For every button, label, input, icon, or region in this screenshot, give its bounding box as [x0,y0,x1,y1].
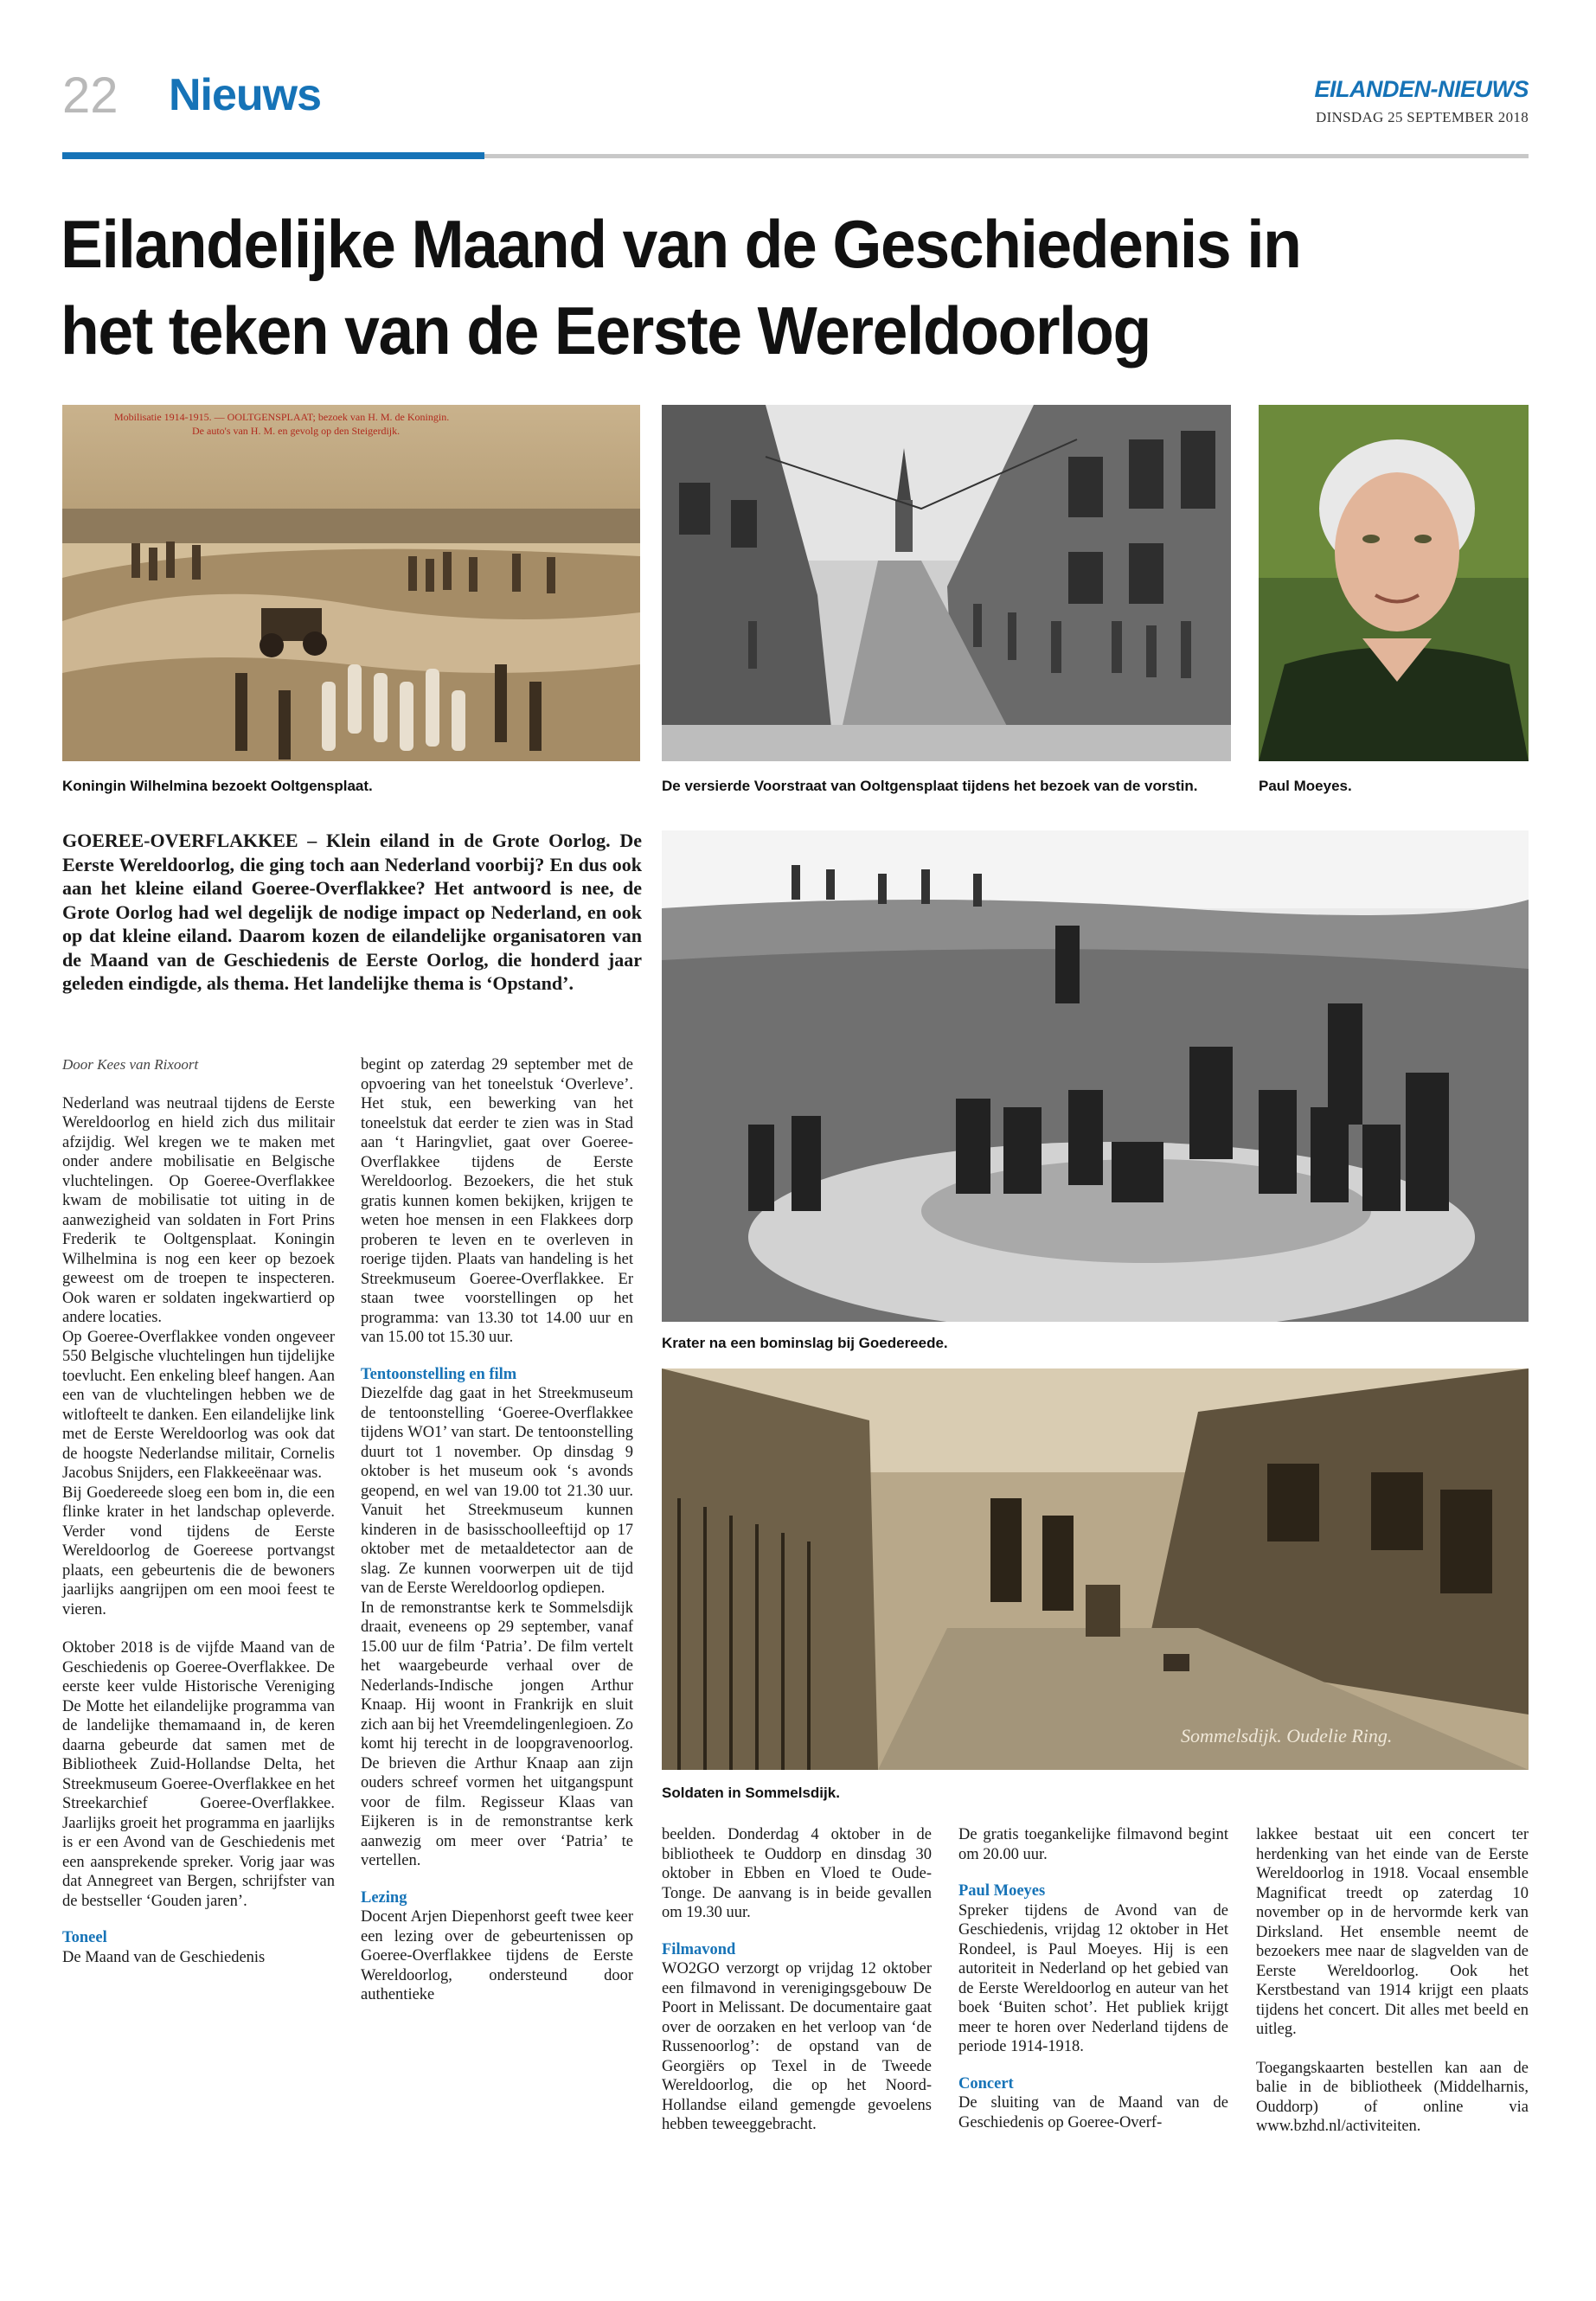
article-column-3 [662,1825,932,2135]
caption-portrait: Paul Moeyes. [1259,778,1352,794]
paragraph: Diezelfde dag gaat in het Streekmuseum de tentoonstelling ‘Goeree-Overflakkee tijdens WO1’ van start. De tentoonstelling duurt tot 1 november. Op dinsdag 9 oktober is het museum ook ‘s avonds geopend, en wel van 19.00 tot 21.30 uur. Vanuit het Streekmuseum kunnen kinderen in de basisschoolleeftijd op 17 oktober met de metaaldetector aan de slag. Ze kunnen voorwerpen uit de tijd van de Eerste Wereldoorlog opdiepen. [361,1385,633,1597]
article-column-1 [62,1055,335,1967]
header-rule-accent [62,152,484,159]
paragraph: WO2GO verzorgt op vrijdag 12 oktober een filmavond in verenigingsgebouw De Poort in Melissant. De documentaire gaat over de oorzaken en het verloop van ‘de Russenoorlog’: de opstand van de Georgiërs op Texel in de Tweede Wereldoorlog, die op het Noord-Hollandse eiland gemengde gevoelens hebben teweeggebracht. [662,1960,932,2133]
caption-queen-visit: Koningin Wilhelmina bezoekt Ooltgensplaat. [62,778,373,794]
caption-soldiers: Soldaten in Sommelsdijk. [662,1785,840,1801]
header-rule [484,154,1529,158]
paragraph: De sluiting van de Maand van de Geschiedenis op Goeree-Overf- [958,2094,1228,2131]
subheading-concert: Concert [958,2074,1014,2093]
paragraph: Op Goeree-Overflakkee vonden ongeveer 550 Belgische vluchtelingen hun tijdelijke toevlucht. Een enkeling bleef hangen. Aan een van de vluchtelingen hebben we de witlofteelt te danken. Een eilandelijke link met de Eerste Wereldoorlog was ook dat de hoogste Nederlandse militair, Cornelis Jacobus Snijders, een Flakkeeënaar was. [62,1328,335,1482]
subheading-lezing: Lezing [361,1888,407,1907]
headline-line-2: het teken van de Eerste Wereldoorlog [61,292,1151,369]
photo-queen-visit [62,405,640,761]
subheading-tentoonstelling: Tentoonstelling en film [361,1365,517,1383]
paragraph: lakkee bestaat uit een concert ter herdenking van het einde van de Eerste Wereldoorlog in 1918. Vocaal ensemble Magnificat treedt op zaterdag 10 november op in de hervormde kerk van Dirksland. Het ensemble neemt de bezoekers mee naar de slagvelden van de Eerste Wereldoorlog. Ook het Kerstbestand van 1914 krijgt een plaats tijdens het concert. Dit alles met beeld en uitleg. [1256,1826,1529,2038]
subheading-filmavond: Filmavond [662,1940,736,1958]
paragraph: Spreker tijdens de Avond van de Geschiedenis, vrijdag 12 oktober in Het Rondeel, is Paul Moeyes. Hij is een autoriteit in Nederland op het gebied van de Eerste Wereldoorlog en auteur van het boek ‘Buiten schot’. Het publiek krijgt meer te horen over Nederland tijdens de periode 1914-1918. [958,1901,1228,2055]
section-title: Nieuws [169,70,322,120]
article-column-5 [1256,1825,1529,2137]
article-column-2 [361,1055,633,2005]
subheading-paul-moeyes: Paul Moeyes [958,1882,1046,1900]
paragraph: Oktober 2018 is de vijfde Maand van de Geschiedenis op Goeree-Overflakkee. De eerste keer vulde Historische Vereniging De Motte het eilandelijke programma van de landelijke themamaand in, de keren daarna gebeurde dat samen met de Bibliotheek Zuid-Hollandse Delta, het Streekmuseum Goeree-Overflakkee en het Streekarchief Goeree-Overflakkee. Jaarlijks groeit het programma en jaarlijks is er een Avond van de Geschiedenis met een aansprekende spreker. Vorig jaar was dat Annegreet van Bergen, schrijfster van de bestseller ‘Gouden jaren’. [62,1639,335,1910]
byline: Door Kees van Rixoort [62,1056,199,1073]
photo-decorated-street [662,405,1231,761]
paragraph: In de remonstrantse kerk te Sommelsdijk draait, eveneens op 29 september, vanaf 15.00 uur de film ‘Patria’. De film vertelt het waargebeurde verhaal over de Nederlands-Indische jongen Arthur Knaap. Hij woont in Frankrijk en sluit zich aan bij het Vreemdelingenlegioen. Zo komt hij terecht in de loopgravenoorlog. De brieven die Arthur Knaap aan zijn ouders schreef vormen het uitgangspunt voor de film. Regisseur Klaas van Eijkeren is in de remonstrantse kerk aanwezig om meer over ‘Patria’ te vertellen. [361,1599,633,1869]
headline [61,201,1443,374]
paragraph: De gratis toegankelijke filmavond begint om 20.00 uur. [958,1826,1228,1863]
paragraph: Bij Goedereede sloeg een bom in, die een flinke krater in het landschap opleverde. Verder vond tijdens de Eerste Wereldoorlog de Goereese portvangst plaats, een gebeurtenis die de bewoners jaarlijks aangrijpen om een mooi feest te vieren. [62,1484,335,1618]
photo-crater [662,830,1529,1322]
paragraph: Toegangskaarten bestellen kan aan de balie in de bibliotheek (Middelharnis, Ouddorp) of online via www.bzhd.nl/activiteiten. [1256,2059,1529,2135]
photo-portrait [1259,405,1529,761]
article-column-4 [958,1825,1228,2132]
paragraph: begint op zaterdag 29 september met de opvoering van het toneelstuk ‘Overleve’. Het stuk, een bewerking van het toneelstuk dat eerder te zien was in Stad aan ‘t Haringvliet, gaat over Goeree-Overflakkee tijdens de Eerste Wereldoorlog. Bezoekers, die het stuk gratis kunnen komen bekijken, krijgen te weten hoe mensen in een Flakkees dorp proberen te leven en te overleven in roerige tijden. Plaats van handeling is het Streekmuseum Goeree-Overflakkee. Er staan twee voorstellingen op het programma: van 13.30 tot 14.00 uur en van 15.00 tot 15.30 uur. [361,1056,633,1346]
paragraph: Nederland was neutraal tijdens de Eerste Wereldoorlog en hield zich dus militair afzijdig. Wel kregen we te maken met onder andere mobilisatie en Belgische vluchtelingen. Op Goeree-Overflakkee kwam de mobilisatie tot uiting in de aanwezigheid van soldaten in Fort Prins Frederik te Ooltgensplaat. Koningin Wilhelmina is nog een keer op bezoek geweest om de troepen te inspecteren. Ook waren er soldaten ingekwartierd op andere locaties. [62,1094,335,1326]
photo-soldiers [662,1368,1529,1770]
postcard-caption-3: Sommelsdijk. Oudelie Ring. [1181,1725,1393,1747]
headline-line-1: Eilandelijke Maand van de Geschiedenis in [61,206,1301,282]
paragraph: Docent Arjen Diepenhorst geeft twee keer een lezing over de gebeurtenissen op Goeree-Overflakkee tijdens de Eerste Wereldoorlog, ondersteund door authentieke [361,1908,633,2003]
postcard-caption-2: De auto's van H. M. en gevolg op den Steigerdijk. [192,425,401,437]
subheading-toneel: Toneel [62,1929,107,1946]
paragraph: De Maand van de Geschiedenis [62,1948,266,1966]
issue-date: DINSDAG 25 SEPTEMBER 2018 [1316,109,1529,125]
page-number: 22 [62,67,119,124]
article-intro: GOEREE-OVERFLAKKEE – Klein eiland in de Grote Oorlog. De Eerste Wereldoorlog, die ging toch aan Nederland voorbij? En dus ook aan het kleine eiland Goeree-Overflakkee? Het antwoord is nee, de Grote Oorlog had wel degelijk de nodige impact op Nederland, en ook op dat kleine eiland. Daarom kozen de eilandelijke organisatoren van de Maand van de Geschiedenis de Eerste Oorlog, die honderd jaar geleden eindigde, als thema. Het landelijke thema is ‘Opstand’. [62,830,642,994]
caption-crater: Krater na een bominslag bij Goedereede. [662,1335,948,1351]
postcard-caption-1: Mobilisatie 1914-1915. — OOLTGENSPLAAT; bezoek van H. M. de Koningin. [114,411,450,423]
caption-decorated-street: De versierde Voorstraat van Ooltgensplaat tijdens het bezoek van de vorstin. [662,778,1198,794]
paragraph: beelden. Donderdag 4 oktober in de bibliotheek te Ouddorp en dinsdag 30 oktober in Ebben en Vloed te Oude-Tonge. De aanvang is in beide gevallen om 19.30 uur. [662,1826,932,1921]
newspaper-logo: EILANDEN-NIEUWS [1314,76,1529,102]
